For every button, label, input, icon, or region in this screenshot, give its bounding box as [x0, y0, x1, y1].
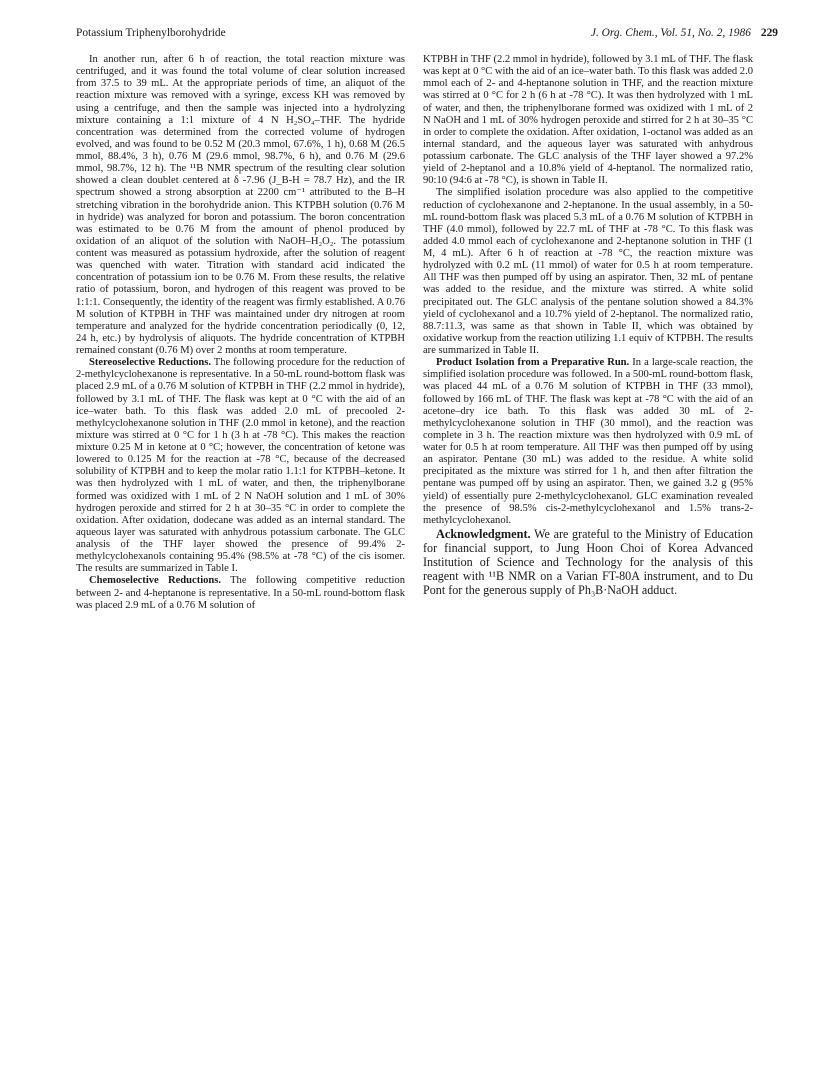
journal-name: J. Org. Chem., Vol. 51, No. 2, 1986	[590, 27, 751, 39]
paragraph-chemoselective-continued: KTPBH in THF (2.2 mmol in hydride), followed by 3.1 mL of THF. The flask was kept at 0 °C with the aid of an ice–water bath. To this flask was added 2.0 mmol each of 2- and 4-heptanone solution in THF, and the reaction mixture was stirred at 0 °C for 2 h (6 h at -78 °C). It was then hydrolyzed with 1 mL of water, and then, the triphenylborane formed was oxidized with 1 mL of 2 N NaOH and 1 mL of 30% hydrogen peroxide and stirred for 2 h at 30–35 °C in order to complete the oxidation. After oxidation, 1-octanol was added as an internal standard, and the aqueous layer was saturated with anhydrous potassium carbonate. The GLC analysis of the THF layer showed a 97.2% yield of 2-heptanol and a 10.8% yield of 4-heptanol. The normalized ratio, 90:10 (94:6 at -78 °C), is shown in Table II.	[423, 54, 753, 187]
paragraph-chemoselective-body: The following competitive reduction between 2- and 4-heptanone is representative. In a 50-mL round-bottom flask was placed 2.9 mL of a 0.76 M solution of	[76, 575, 405, 611]
page-header	[76, 27, 778, 43]
paragraph-centrifuge-run: In another run, after 6 h of reaction, the total reaction mixture was centrifuged, and it was found the total volume of clear solution increased from 37.5 to 39 mL. At the appropriate periods of time, an aliquot of the reaction mixture was removed with a syringe, excess KH was removed by using a centrifuge, and then the sample was injected into a hydrolyzing mixture containing a 1:1 mixture of 4 N H₂SO₄–THF. The hydride concentration was determined from the corrected volume of hydrogen evolved, and was found to be 0.52 M (20.3 mmol, 67.6%, 1 h), 0.68 M (26.5 mmol, 88.4%, 3 h), 0.76 M (29.6 mmol, 98.7%, 6 h), and 0.76 M (29.6 mmol, 98.7%, 12 h). The ¹¹B NMR spectrum of the resulting clear solution showed a clean doublet centered at δ -7.96 (J_B-H = 78.7 Hz), and the IR spectrum showed a strong absorption at 2200 cm⁻¹ attributed to the B–H stretching vibration in the borohydride anion. This KTPBH solution (0.76 M in hydride) was analyzed for boron and potassium. The boron concentration was estimated to be 0.76 M from the amount of phenol produced by oxidation of an aliquot of the solution with NaOH–H₂O₂. The potassium content was measured as potassium hydroxide, after the solution of reagent was quenched with water. Titration with standard acid indicated the concentration of potassium ion to be 0.76 M. From these results, the relative ratio of potassium, boron, and hydrogen of this reagent was proved to be 1:1:1. Consequently, the identity of the reagent was firmly established. A 0.76 M solution of KTPBH in THF was maintained under dry nitrogen at room temperature and analyzed for the hydride concentration periodically (0, 12, 24 h, etc.) by hydrolysis of aliquots. The hydride concentration of KTPBH remained constant (0.76 M) over 2 months at room temperature.	[76, 54, 405, 356]
paragraph-preparative-run	[423, 357, 753, 527]
paragraph-simplified-isolation: The simplified isolation procedure was also applied to the competitive reduction of cyclohexanone and 2-heptanone. In the usual assembly, in a 50-mL round-bottom flask was placed 5.3 mL of a 0.76 M solution of KTPBH in THF (4.0 mmol), followed by 22.7 mL of THF at -78 °C. To this flask was added 4.0 mmol each of cyclohexanone and 2-heptanone solution in THF (1 M, 4 mL). After 6 h of reaction at -78 °C, the reaction mixture was hydrolyzed with 0.2 mL (11 mmol) of water for 0.5 h at room temperature. All THF was then pumped off by using an aspirator. Then, 32 mL of pentane was added to the residue, and the mixture was stirred. A white solid precipitated out. The GLC analysis of the pentane solution showed a 84.3% yield of cyclohexanol and a 10.7% yield of 2-heptanol. The normalized ratio, 88.7:11.3, was same as that shown in Table II, which was obtained by oxidative workup from the reaction utilizing 1.1 equiv of KTPBH. The results are summarized in Table II.	[423, 187, 753, 356]
paragraph-chemoselective	[76, 575, 405, 611]
paragraph-stereoselective	[76, 357, 405, 575]
paragraph-stereoselective-body: The following procedure for the reduction of 2-methylcyclohexanone is representative. In a 50-mL round-bottom flask was placed 2.9 mL of a 0.76 M solution of KTPBH in THF (2.2 mmol in hydride), followed by 3.1 mL of THF. The flask was kept at 0 °C with the aid of an ice–water bath. To this flask was added 2.0 mL of precooled 2-methylcyclohexanone solution in THF (2.0 mmol in ketone), and the reaction mixture was stirred at 0 °C for 1 h (3 h at -78 °C). This makes the reaction mixture 0.25 M in ketone at 0 °C; however, the concentration of ketone was lowered to 0.125 M for the reaction at -78 °C, because of the decreased solubility of KTPBH and to keep the molar ratio 1.1:1 for KTPBH–ketone. It was then hydrolyzed with 1 mL of water, and then, the triphenylborane formed was oxidized with 1 mL of 2 N NaOH solution and 1 mL of 30% hydrogen peroxide and stirred for 2 h at 30–35 °C in order to complete the oxidation. After oxidation, dodecane was added as an internal standard. The aqueous layer was saturated with anhydrous potassium carbonate. The GLC analysis of the THF layer showed the presence of 99.4% 2-methylcyclohexanols containing 95.4% (98.5% at -78 °C) of the cis isomer. The results are summarized in Table I.	[76, 357, 406, 575]
acknowledgment-heading: Acknowledgment.	[436, 526, 531, 541]
section-heading-chemoselective: Chemoselective Reductions.	[89, 575, 222, 587]
paragraph-preparative-run-body: In a large-scale reaction, the simplified isolation procedure was followed. In a 500-mL round-bottom flask, was placed 44 mL of a 0.76 M solution of KTPBH in THF (33 mmol), followed by 166 mL of THF. The flask was kept at -78 °C with the aid of an acetone–dry ice bath. To this flask was added 30 mL of 2-methylcyclohexanone solution in THF (30 mmol), and the reaction was complete in 3 h. The reaction mixture was then hydrolyzed with 0.9 mL of water for 0.5 h at room temperature. All THF was then pumped off by using an aspirator. Pentane (30 mL) was added to the residue. A white solid precipitated as the mixture was stirred for 1 h, and then after filtration the pentane was pumped off by using an aspirator. Then, we gained 3.2 g (95% yield) of essentially pure 2-methylcyclohexanol. GLC examination revealed the presence of 98.5% cis-2-methylcyclohexanol and 1.5% trans-2-methylcyclohexanol.	[423, 357, 753, 526]
section-heading-stereoselective: Stereoselective Reductions.	[89, 357, 211, 369]
running-title: Potassium Triphenylborohydride	[76, 27, 226, 39]
right-column	[423, 54, 753, 597]
section-heading-preparative-run: Product Isolation from a Preparative Run.	[436, 357, 630, 369]
journal-citation	[591, 27, 778, 39]
acknowledgment	[423, 527, 753, 597]
acknowledgment-body: We are grateful to the Ministry of Education for financial support, to Jung Hoon Choi of Korea Advanced Institution of Science and Technology for the analysis of this reagent with ¹¹B NMR on a Varian FT-80A instrument, and to Du Pont for the generous supply of Ph₃B·NaOH adduct.	[423, 526, 753, 598]
left-column	[76, 54, 405, 612]
page-number: 229	[760, 27, 778, 39]
